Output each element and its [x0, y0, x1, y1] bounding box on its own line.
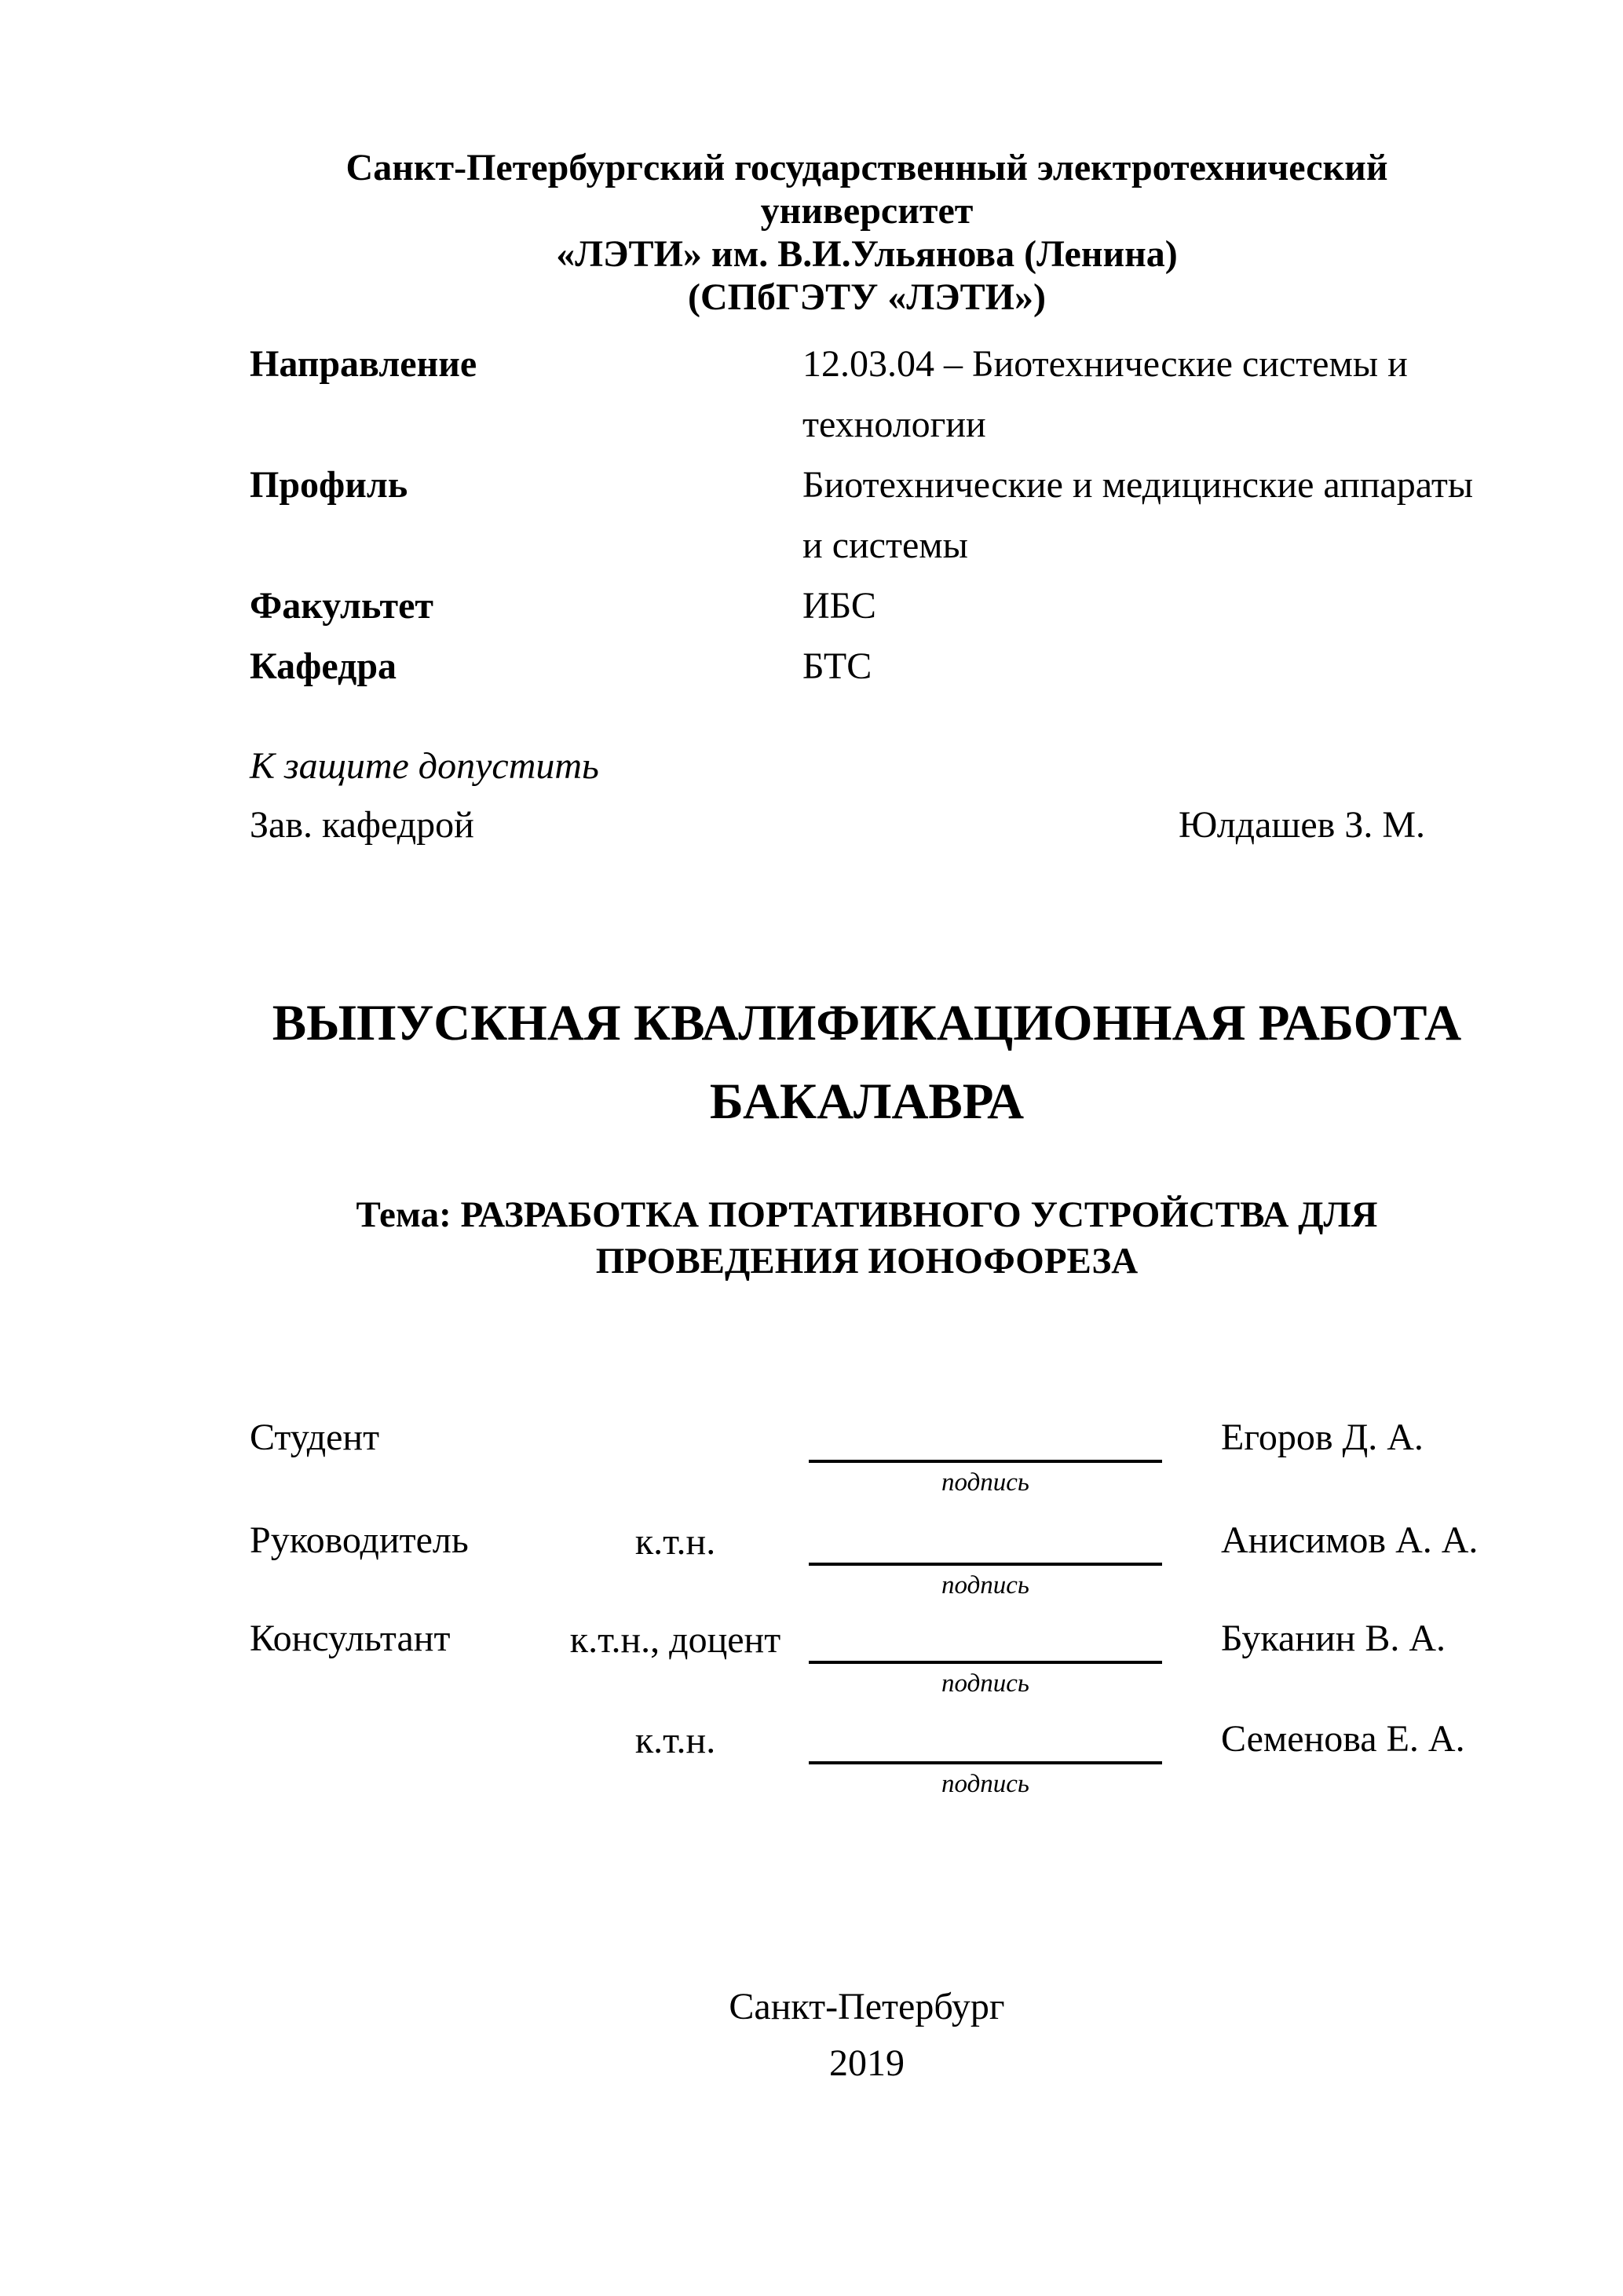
thesis-topic	[250, 1192, 1484, 1285]
info-row-direction-wrap	[250, 394, 1484, 455]
thesis-topic-line2: ПРОВЕДЕНИЯ ИОНОФОРЕЗА	[595, 1241, 1139, 1281]
profile-value-line2: и системы	[802, 525, 968, 566]
admit-to-defense-line: К защите допустить	[250, 745, 599, 787]
info-row-department	[250, 636, 1484, 696]
signature-line	[809, 1761, 1162, 1764]
signature-row-student	[250, 1417, 1484, 1515]
faculty-value: ИБС	[802, 585, 876, 627]
university-name-line2: «ЛЭТИ» им. В.И.Ульянова (Ленина)	[556, 233, 1178, 275]
signature-row-second-consultant	[250, 1718, 1484, 1816]
second-consultant-name: Семенова Е. А.	[1221, 1718, 1465, 1760]
department-value: БТС	[802, 645, 872, 687]
info-row-profile	[250, 455, 1484, 515]
signature-line	[809, 1460, 1162, 1463]
signature-row-supervisor	[250, 1519, 1484, 1618]
direction-value-line2: технологии	[802, 404, 986, 445]
thesis-title-line1: ВЫПУСКНАЯ КВАЛИФИКАЦИОННАЯ РАБОТА	[272, 995, 1462, 1051]
faculty-label: Факультет	[250, 585, 433, 627]
supervisor-name: Анисимов А. А.	[1221, 1519, 1479, 1561]
program-info-block	[250, 334, 1484, 696]
signature-line	[809, 1661, 1162, 1664]
supervisor-role-label: Руководитель	[250, 1519, 469, 1561]
consultant-role-label: Консультант	[250, 1618, 451, 1659]
second-consultant-degree: к.т.н.	[634, 1720, 716, 1761]
footer-city: Санкт-Петербург	[729, 1986, 1005, 2027]
signature-caption: подпись	[941, 1468, 1029, 1497]
info-row-faculty	[250, 576, 1484, 636]
profile-label: Профиль	[250, 464, 408, 506]
direction-label: Направление	[250, 343, 477, 385]
signature-caption: подпись	[941, 1770, 1029, 1798]
student-name: Егоров Д. А.	[1221, 1417, 1424, 1458]
footer-year: 2019	[829, 2042, 905, 2084]
signature-caption: подпись	[941, 1669, 1029, 1698]
direction-value-line1: 12.03.04 – Биотехнические системы и	[802, 343, 1408, 385]
student-role-label: Студент	[250, 1417, 380, 1458]
signature-row-consultant	[250, 1618, 1484, 1716]
signature-caption: подпись	[941, 1571, 1029, 1600]
signature-line	[809, 1563, 1162, 1566]
thesis-title-line2: БАКАЛАВРА	[709, 1073, 1025, 1130]
page-footer	[250, 1979, 1484, 2092]
university-name-line1: Санкт-Петербургский государственный электротехнический университет	[345, 147, 1388, 232]
consultant-degree: к.т.н., доцент	[569, 1619, 781, 1661]
university-header	[250, 146, 1484, 319]
thesis-topic-line1: Тема: РАЗРАБОТКА ПОРТАТИВНОГО УСТРОЙСТВА ДЛЯ	[356, 1194, 1378, 1235]
profile-value-line1: Биотехнические и медицинские аппараты	[802, 464, 1474, 506]
consultant-name: Буканин В. А.	[1221, 1618, 1446, 1659]
department-head-name: Юлдашев З. М.	[1179, 804, 1426, 846]
info-row-direction	[250, 334, 1484, 394]
department-label: Кафедра	[250, 645, 397, 687]
department-head-label: Зав. кафедрой	[250, 804, 474, 846]
info-row-profile-wrap	[250, 515, 1484, 576]
supervisor-degree: к.т.н.	[634, 1521, 716, 1563]
university-abbreviation-line: (СПбГЭТУ «ЛЭТИ»)	[688, 276, 1046, 318]
thesis-title	[250, 984, 1484, 1141]
